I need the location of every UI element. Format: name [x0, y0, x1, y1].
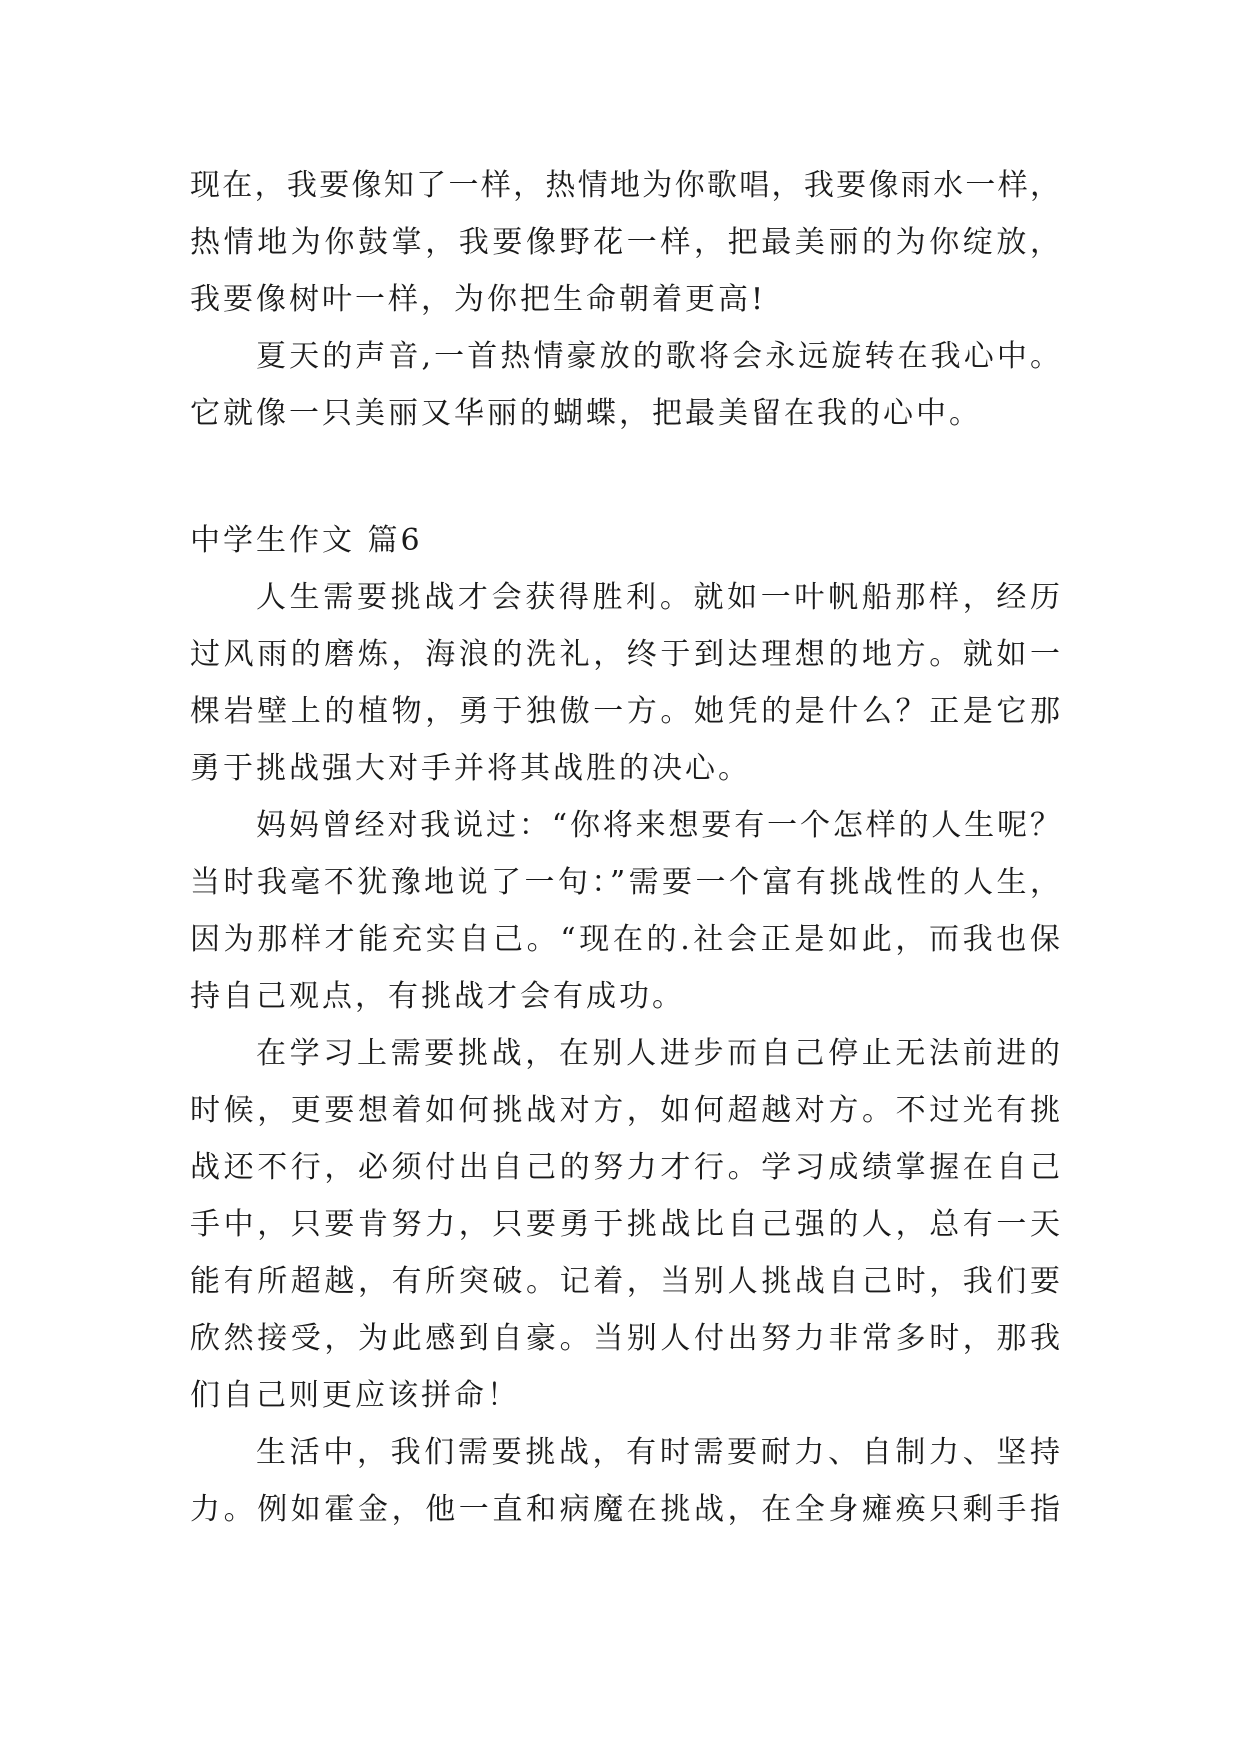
- text-line: 战还不行，必须付出自己的努力才行。学习成绩掌握在自己: [190, 1150, 1060, 1185]
- text-line: 过风雨的磨炼，海浪的洗礼，终于到达理想的地方。就如一: [190, 637, 1060, 672]
- text-line: 它就像一只美丽又华丽的蝴蝶，把最美留在我的心中。: [190, 396, 982, 431]
- text-line: 现在，我要像知了一样，热情地为你歌唱，我要像雨水一样，: [190, 168, 1060, 203]
- text-line: 夏天的声音,一首热情豪放的歌将会永远旋转在我心中。: [256, 339, 1060, 374]
- text-line: 妈妈曾经对我说过：“你将来想要有一个怎样的人生呢？: [256, 808, 1060, 843]
- text-line: 热情地为你鼓掌，我要像野花一样，把最美丽的为你绽放，: [190, 225, 1060, 260]
- text-line: 人生需要挑战才会获得胜利。就如一叶帆船那样，经历: [256, 580, 1060, 615]
- text-line: 棵岩壁上的植物，勇于独傲一方。她凭的是什么？正是它那: [190, 694, 1060, 729]
- text-line: 时候，更要想着如何挑战对方，如何超越对方。不过光有挑: [190, 1093, 1060, 1128]
- text-line: 勇于挑战强大对手并将其战胜的决心。: [190, 751, 751, 786]
- paragraph-challenge-intro: [190, 569, 1060, 797]
- text-line: 生活中，我们需要挑战，有时需要耐力、自制力、坚持: [256, 1435, 1060, 1470]
- paragraph-mother-question: [190, 797, 1060, 1025]
- text-line: 持自己观点，有挑战才会有成功。: [190, 979, 685, 1014]
- essay-heading: 中学生作文 篇6: [190, 523, 423, 558]
- text-line: 手中，只要肯努力，只要勇于挑战比自己强的人，总有一天: [190, 1207, 1060, 1242]
- text-line: 在学习上需要挑战，在别人进步而自己停止无法前进的: [256, 1036, 1060, 1071]
- text-line: 欣然接受，为此感到自豪。当别人付出努力非常多时，那我: [190, 1321, 1060, 1356]
- text-line: 们自己则更应该拼命！: [190, 1378, 520, 1413]
- text-line: 我要像树叶一样，为你把生命朝着更高!: [190, 282, 767, 317]
- paragraph-summer-voice: [190, 328, 1060, 442]
- text-line: 力。例如霍金，他一直和病魔在挑战，在全身瘫痪只剩手指: [190, 1492, 1060, 1527]
- paragraph-summer-song: [190, 157, 1060, 328]
- paragraph-life-challenge: [190, 1424, 1060, 1538]
- text-line: 当时我毫不犹豫地说了一句：”需要一个富有挑战性的人生，: [190, 865, 1060, 900]
- text-line: 因为那样才能充实自己。“现在的.社会正是如此，而我也保: [190, 922, 1060, 957]
- text-line: 能有所超越，有所突破。记着，当别人挑战自己时，我们要: [190, 1264, 1060, 1299]
- paragraph-study-challenge: [190, 1025, 1060, 1424]
